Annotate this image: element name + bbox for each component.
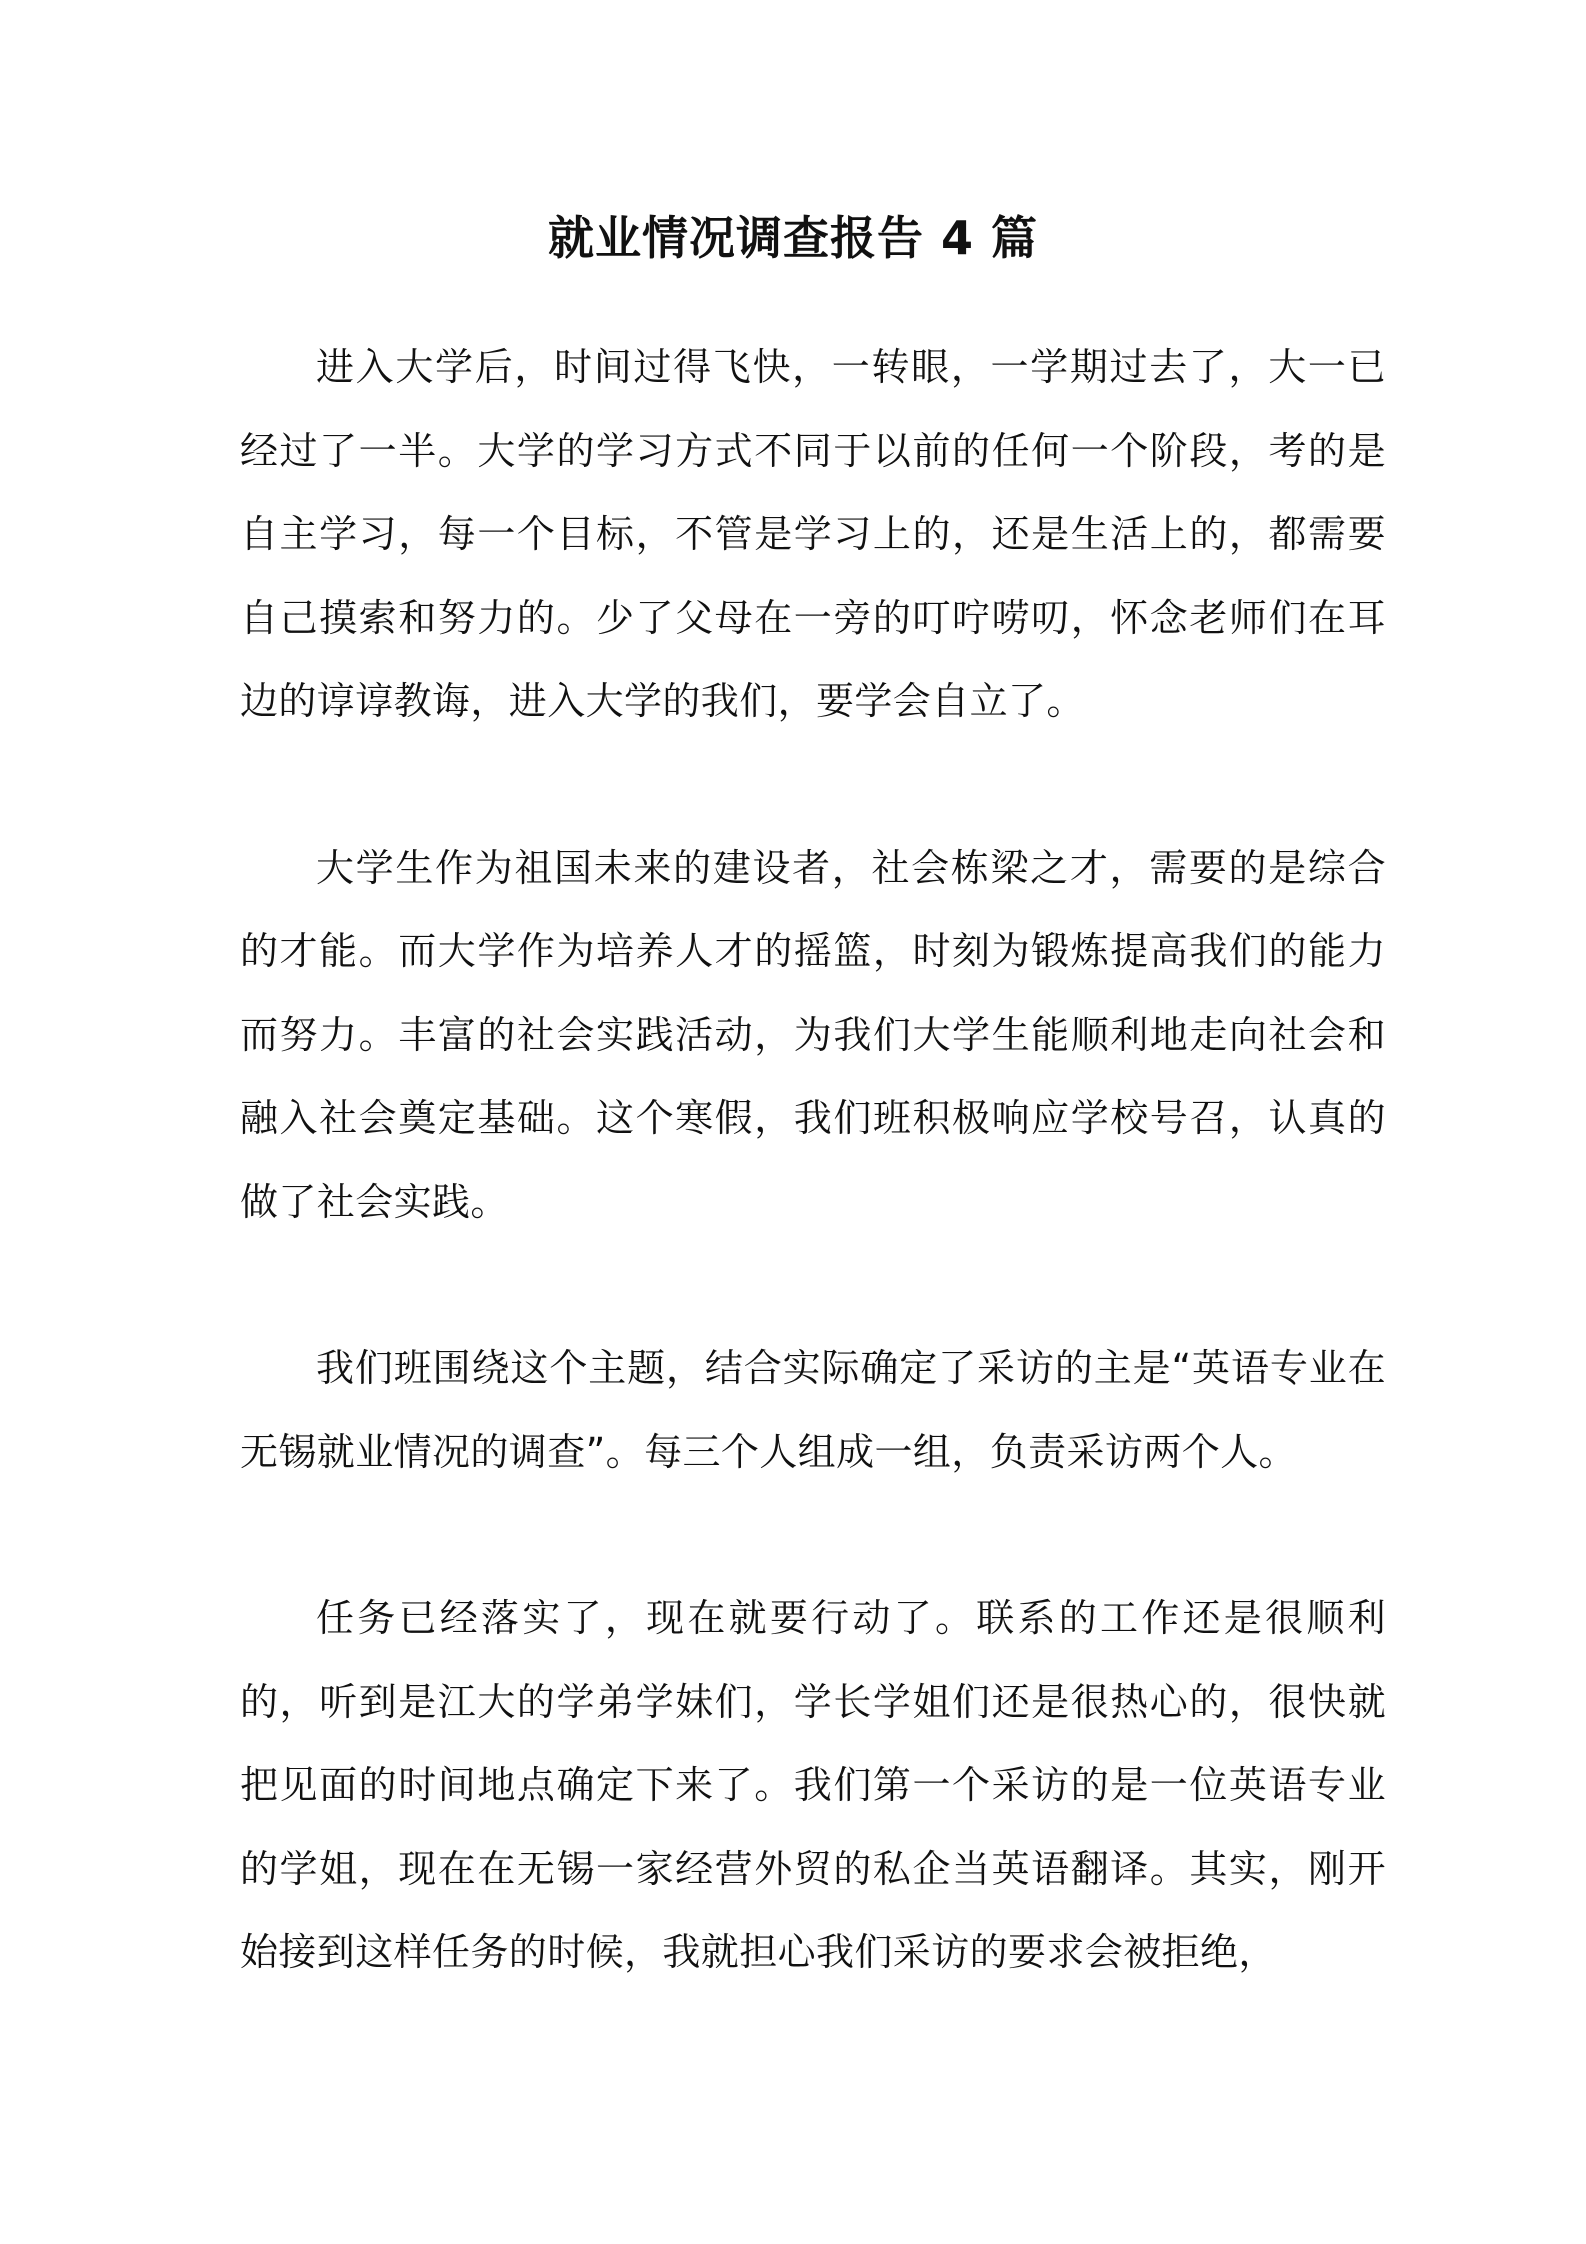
paragraph-2: 大学生作为祖国未来的建设者，社会栋梁之才，需要的是综合的才能。而大学作为培养人才的摇篮，时刻为锻炼提高我们的能力而努力。丰富的社会实践活动，为我们大学生能顺利地走向社会和融入社会奠定基础。这个寒假，我们班积极响应学校号召，认真的做了社会实践。 — [240, 845, 1386, 1224]
paragraph-1: 进入大学后，时间过得飞快，一转眼，一学期过去了，大一已经过了一半。大学的学习方式不同于以前的任何一个阶段，考的是自主学习，每一个目标，不管是学习上的，还是生活上的，都需要自己摸索和努力的。少了父母在一旁的叮咛唠叨，怀念老师们在耳边的谆谆教诲，进入大学的我们，要学会自立了。 — [240, 345, 1386, 723]
paragraph-3: 我们班围绕这个主题，结合实际确定了采访的主是“英语专业在无锡就业情况的调查”。每三个人组成一组，负责采访两个人。 — [240, 1346, 1386, 1474]
document-body — [240, 326, 1386, 1995]
paragraph-4: 任务已经落实了，现在就要行动了。联系的工作还是很顺利的，听到是江大的学弟学妹们，学长学姐们还是很热心的，很快就把见面的时间地点确定下来了。我们第一个采访的是一位英语专业的学姐，现在在无锡一家经营外贸的私企当英语翻译。其实，刚开始接到这样任务的时候，我就担心我们采访的要求会被拒绝， — [240, 1596, 1386, 1974]
document-title: 就业情况调查报告 4 篇 — [547, 211, 1039, 265]
